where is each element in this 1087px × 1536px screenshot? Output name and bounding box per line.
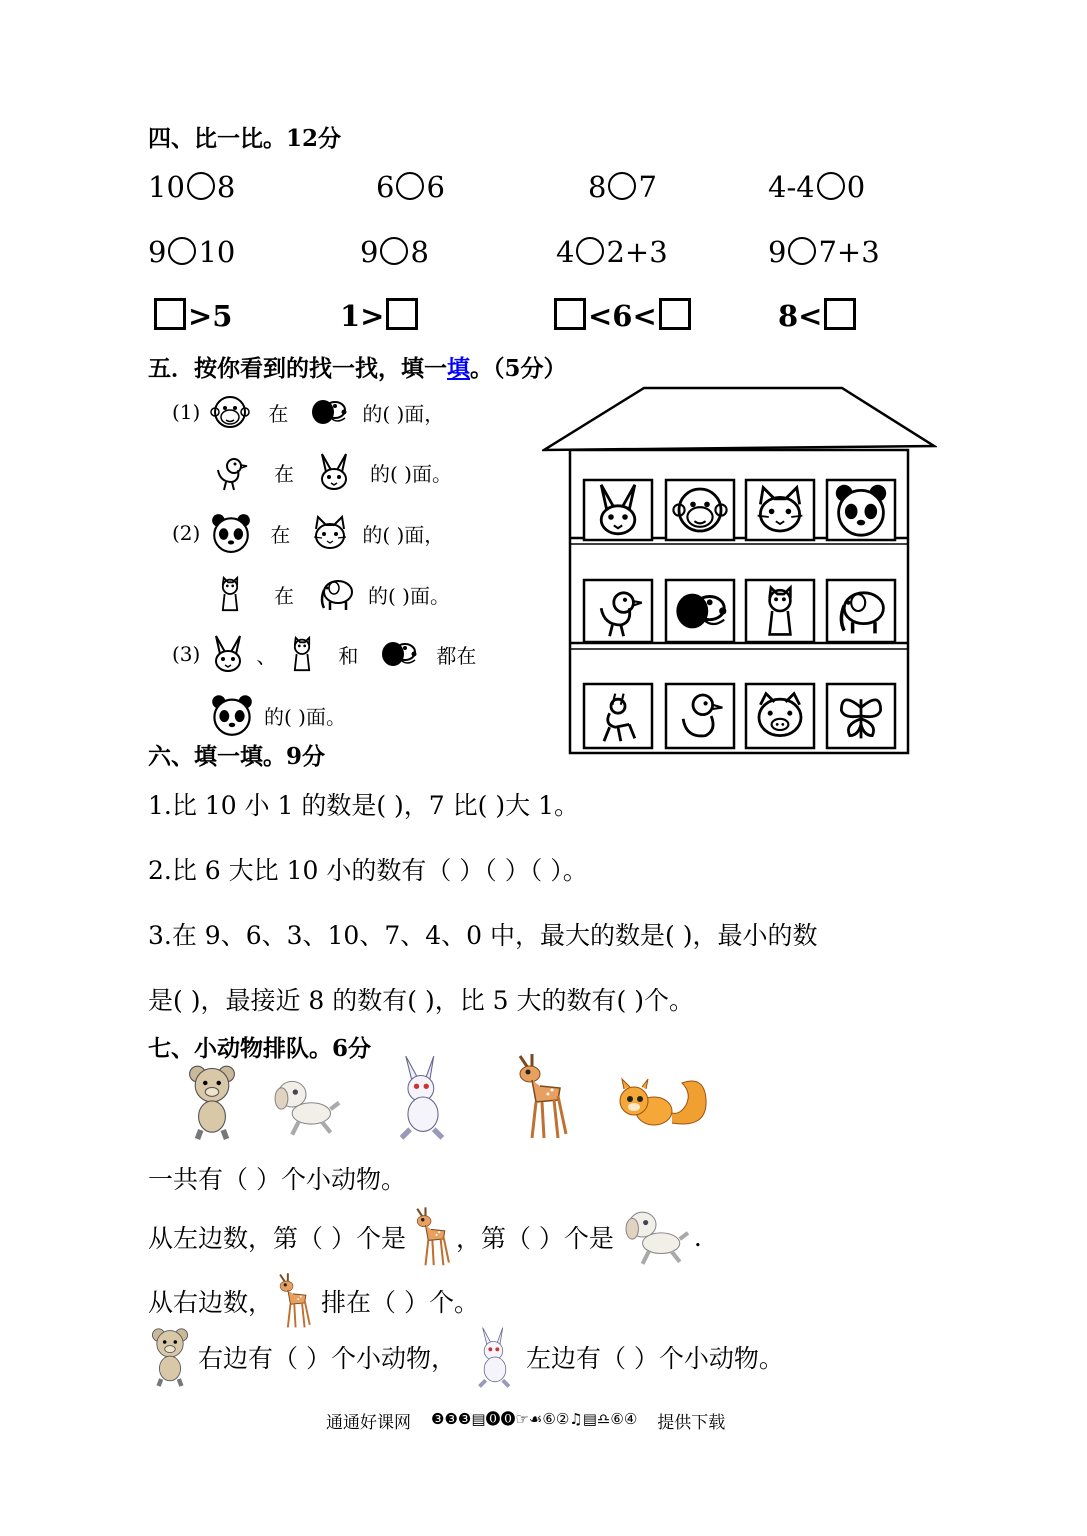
panda-icon [210, 693, 254, 737]
inequality-item: >5 [152, 298, 232, 333]
inequality-item: 1> [340, 298, 420, 333]
fill-line-2: 2.比 6 大比 10 小的数有（ ）（ ）（ ）。 [148, 856, 588, 885]
compare-item: 9 7+3 [768, 235, 880, 269]
fawn-icon [508, 1052, 572, 1142]
q5-line: (1) 在 的( )面， [172, 392, 444, 432]
window-pig [746, 684, 814, 748]
compare-circle-blank[interactable] [608, 172, 636, 200]
window-monkey [666, 480, 734, 540]
fawn-icon [410, 1206, 452, 1268]
heading-link[interactable]: 填 [447, 355, 470, 382]
puppy-icon [268, 1075, 344, 1139]
compare-item: 9 10 [148, 235, 236, 269]
compare-circle-blank[interactable] [187, 172, 215, 200]
section7-heading: 七、小动物排队。6分 [148, 1035, 372, 1062]
square-blank[interactable] [659, 298, 691, 330]
sitting-cat-icon [212, 572, 248, 616]
rabbit-color-icon [470, 1326, 520, 1388]
compare-circle-blank[interactable] [380, 237, 408, 265]
compare-circle-blank[interactable] [788, 237, 816, 265]
square-blank[interactable] [554, 298, 586, 330]
rabbit-icon [208, 634, 248, 674]
sitting-cat-icon [284, 632, 320, 676]
window-dog [666, 580, 734, 642]
elephant-icon [314, 574, 358, 614]
dog-icon [306, 392, 352, 432]
window-cat [746, 480, 814, 540]
window-deer [584, 684, 652, 748]
q7-line-4: 右边有（ ）个小动物， 左边有（ ）个小动物。 [148, 1326, 784, 1388]
cat-icon [308, 513, 352, 553]
inequality-item: <6< [552, 298, 693, 333]
window-chick [584, 580, 652, 642]
squirrel-icon [612, 1072, 712, 1134]
q7-line-2: 从左边数，第（ ）个是 ，第（ ）个是 . [148, 1206, 702, 1268]
rabbit-color-icon [388, 1054, 458, 1140]
q5-line: (2) 在 的( )面， [172, 512, 444, 554]
house-roof [544, 388, 934, 450]
compare-item: 4 2+3 [556, 235, 668, 269]
puppy-icon [618, 1206, 694, 1268]
compare-item: 10 8 [148, 170, 236, 204]
q7-line-3: 从右边数， 排在（ ）个。 [148, 1272, 479, 1330]
section6-heading: 六、填一填。9分 [148, 743, 326, 770]
section4-heading: 四、比一比。12分 [148, 125, 342, 152]
square-blank[interactable] [824, 298, 856, 330]
window-duck [666, 684, 734, 748]
section5-heading: 五．按你看到的找一找，填一填。（5分） [148, 355, 567, 382]
q7-line-1: 一共有（ ）个小动物。 [148, 1165, 406, 1194]
window-sitting-cat [746, 580, 814, 642]
fill-line-3: 3.在 9、6、3、10、7、4、0 中，最大的数是( )，最小的数 [148, 921, 818, 950]
animal-house [542, 386, 937, 756]
compare-item: 4-4 0 [768, 170, 866, 204]
chick-icon [210, 452, 250, 492]
compare-circle-blank[interactable] [396, 172, 424, 200]
footer [326, 1408, 725, 1433]
window-elephant [827, 580, 895, 642]
inequality-item: 8< [778, 298, 858, 333]
fill-line-4: 是( )，最接近 8 的数有( )，比 5 大的数有( )个。 [148, 986, 694, 1015]
footer-site-name: 通通好课网 [326, 1413, 411, 1433]
footer-garbled-url: ❸❸❸▤⓿⓿☞☙⑥②♫▤♎⑥④ [431, 1410, 638, 1428]
panda-icon [210, 512, 252, 554]
fill-line-1: 1.比 10 小 1 的数是( )，7 比( )大 1。 [148, 791, 579, 820]
monkey-icon [210, 392, 250, 432]
q5-line: 的( )面。 [210, 693, 346, 737]
window-panda [827, 480, 895, 540]
compare-item: 9 8 [360, 235, 429, 269]
compare-circle-blank[interactable] [168, 237, 196, 265]
footer-provided: 提供下载 [657, 1413, 726, 1433]
dog-icon [376, 634, 422, 674]
q5-line: 在 的( )面。 [210, 452, 452, 492]
compare-circle-blank[interactable] [817, 172, 845, 200]
window-rabbit [584, 480, 652, 540]
bear-icon [148, 1326, 192, 1388]
bear-icon [184, 1062, 240, 1142]
compare-circle-blank[interactable] [576, 237, 604, 265]
rabbit-icon [314, 452, 354, 492]
window-butterfly [827, 684, 895, 748]
q5-line: (3) 、 和 都在 [172, 632, 476, 676]
square-blank[interactable] [386, 298, 418, 330]
compare-item: 8 7 [588, 170, 657, 204]
square-blank[interactable] [154, 298, 186, 330]
compare-item: 6 6 [376, 170, 445, 204]
fawn-icon [273, 1272, 313, 1330]
q5-line: 在 的( )面。 [212, 572, 450, 616]
